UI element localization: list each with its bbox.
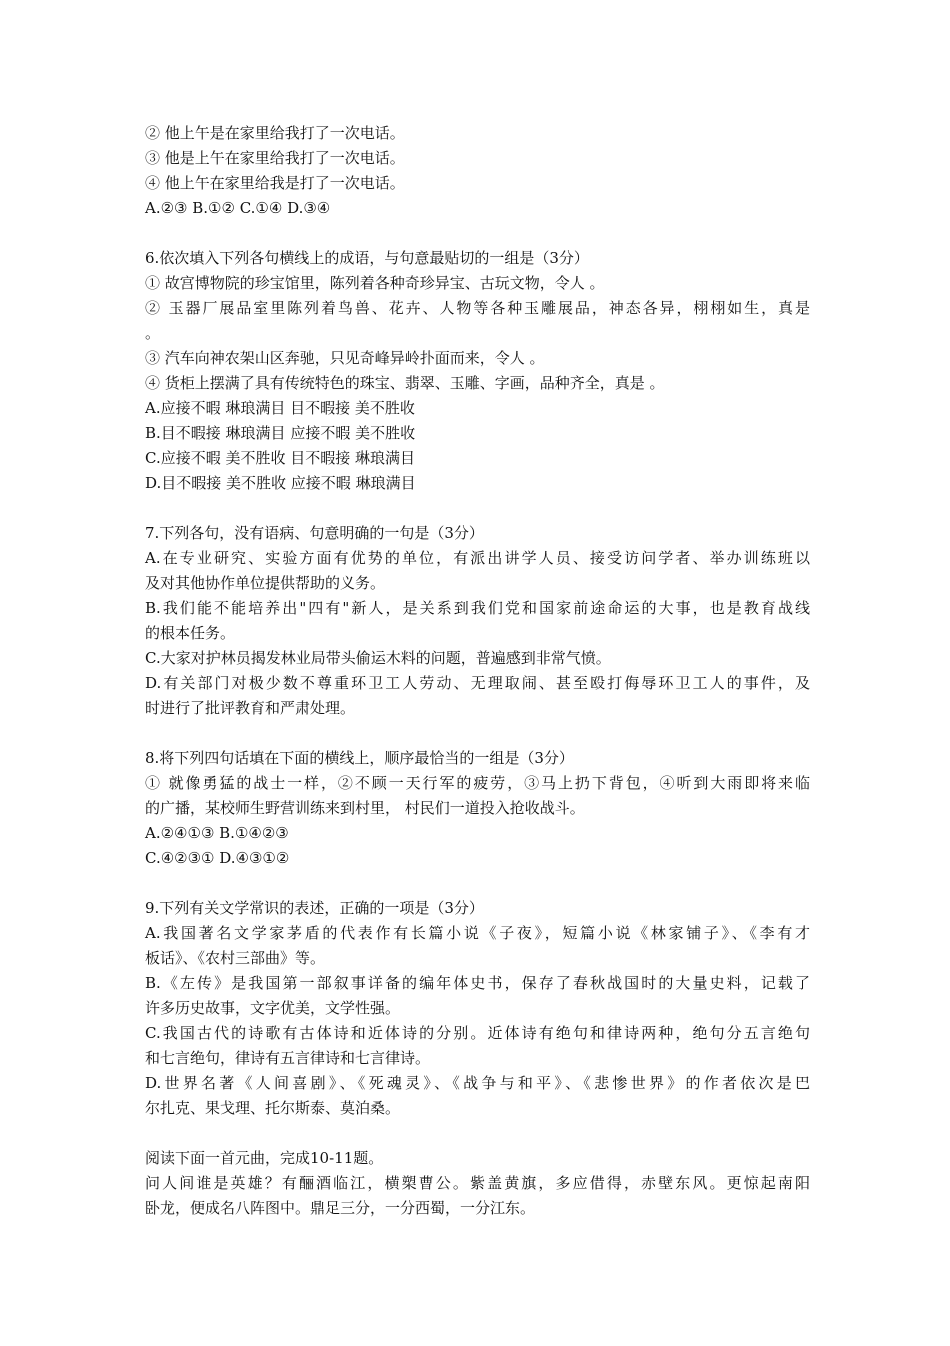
poem-line-1: 问人间谁是英雄？有酾酒临江，横槊曹公。紫盖黄旗，多应借得，赤壁东风。更惊起南阳: [145, 1174, 810, 1192]
spacer: [145, 1121, 810, 1146]
q8-sentences-line-1: ① 就像勇猛的战士一样，②不顾一天行军的疲劳，③马上扔下背包，④听到大雨即将来临: [145, 774, 810, 792]
q6-option-d: D.目不暇接 美不胜收 应接不暇 琳琅满目: [145, 474, 416, 492]
q7-option-a-line-2: 及对其他协作单位提供帮助的义务。: [145, 574, 386, 592]
exam-page: [145, 121, 810, 1221]
q9-option-c-line-1: C.我国古代的诗歌有古体诗和近体诗的分别。近体诗有绝句和律诗两种，绝句分五言绝句: [145, 1024, 810, 1042]
q6-sentence-2: ② 玉器厂展品室里陈列着鸟兽、花卉、人物等各种玉雕展品，神态各异，栩栩如生，真是: [145, 299, 810, 317]
q6-sentence-3: ③ 汽车向神农架山区奔驰，只见奇峰异岭扑面而来，令人 。: [145, 349, 545, 367]
q7-option-d-line-1: D.有关部门对极少数不尊重环卫工人劳动、无理取闹、甚至殴打侮辱环卫工人的事件，及: [145, 674, 810, 692]
q7-option-b-line-2: 的根本任务。: [145, 624, 236, 642]
q8-sentences-line-2: 的广播，某校师生野营训练来到村里， 村民们一道投入抢收战斗。: [145, 799, 585, 817]
q8-options-cd: C.④②③① D.④③①②: [145, 849, 290, 867]
spacer: [145, 871, 810, 896]
reading-intro: 阅读下面一首元曲，完成10-11题。: [145, 1149, 384, 1167]
q5-answer-choices: A.②③ B.①② C.①④ D.③④: [145, 199, 331, 217]
q6-option-b: B.目不暇接 琳琅满目 应接不暇 美不胜收: [145, 424, 416, 442]
question-7: [145, 521, 810, 721]
q8-options-ab: A.②④①③ B.①④②③: [145, 824, 289, 842]
q5-option-2: ② 他上午是在家里给我打了一次电话。: [145, 124, 405, 142]
q5-option-3: ③ 他是上午在家里给我打了一次电话。: [145, 149, 405, 167]
q7-option-a-line-1: A.在专业研究、实验方面有优势的单位，有派出讲学人员、接受访问学者、举办训练班以: [145, 549, 810, 567]
q9-option-a-line-2: 板话》、《农村三部曲》等。: [145, 949, 326, 967]
q9-option-c-line-2: 和七言绝句，律诗有五言律诗和七言律诗。: [145, 1049, 431, 1067]
question-8: [145, 746, 810, 871]
q6-sentence-4: ④ 货柜上摆满了具有传统特色的珠宝、翡翠、玉雕、字画，品种齐全，真是 。: [145, 374, 665, 392]
q9-option-b-line-1: B.《左传》是我国第一部叙事详备的编年体史书，保存了春秋战国时的大量史料，记载了: [145, 974, 810, 992]
q9-option-d-line-1: D.世界名著《人间喜剧》、《死魂灵》、《战争与和平》、《悲惨世界》的作者依次是巴: [145, 1074, 810, 1092]
q7-option-c: C.大家对护林员揭发林业局带头偷运木料的问题，普遍感到非常气愤。: [145, 649, 611, 667]
spacer: [145, 221, 810, 246]
question-9: [145, 896, 810, 1121]
q9-option-d-line-2: 尔扎克、果戈理、托尔斯泰、莫泊桑。: [145, 1099, 401, 1117]
spacer: [145, 721, 810, 746]
q6-option-c: C.应接不暇 美不胜收 目不暇接 琳琅满目: [145, 449, 416, 467]
q9-option-b-line-2: 许多历史故事，文字优美，文学性强。: [145, 999, 401, 1017]
q9-stem: 9.下列有关文学常识的表述，正确的一项是（3分）: [145, 899, 484, 917]
spacer: [145, 496, 810, 521]
q5-option-4: ④ 他上午在家里给我是打了一次电话。: [145, 174, 405, 192]
reading-passage: [145, 1146, 810, 1221]
question-6: [145, 246, 810, 496]
question-5-tail: [145, 121, 810, 221]
q7-stem: 7.下列各句，没有语病、句意明确的一句是（3分）: [145, 524, 484, 542]
q6-sentence-2-end: 。: [145, 324, 161, 342]
poem-line-2: 卧龙，便成名八阵图中。鼎足三分，一分西蜀，一分江东。: [145, 1199, 536, 1217]
q7-option-b-line-1: B.我们能不能培养出"四有"新人，是关系到我们党和国家前途命运的大事，也是教育战线: [145, 599, 810, 617]
q6-option-a: A.应接不暇 琳琅满目 目不暇接 美不胜收: [145, 399, 415, 417]
q6-sentence-1: ① 故宫博物院的珍宝馆里，陈列着各种奇珍异宝、古玩文物，令人 。: [145, 274, 605, 292]
q6-stem: 6.依次填入下列各句横线上的成语，与句意最贴切的一组是（3分）: [145, 249, 589, 267]
q8-stem: 8.将下列四句话填在下面的横线上，顺序最恰当的一组是（3分）: [145, 749, 574, 767]
q9-option-a-line-1: A.我国著名文学家茅盾的代表作有长篇小说《子夜》，短篇小说《林家铺子》、《李有才: [145, 924, 810, 942]
q7-option-d-line-2: 时进行了批评教育和严肃处理。: [145, 699, 356, 717]
